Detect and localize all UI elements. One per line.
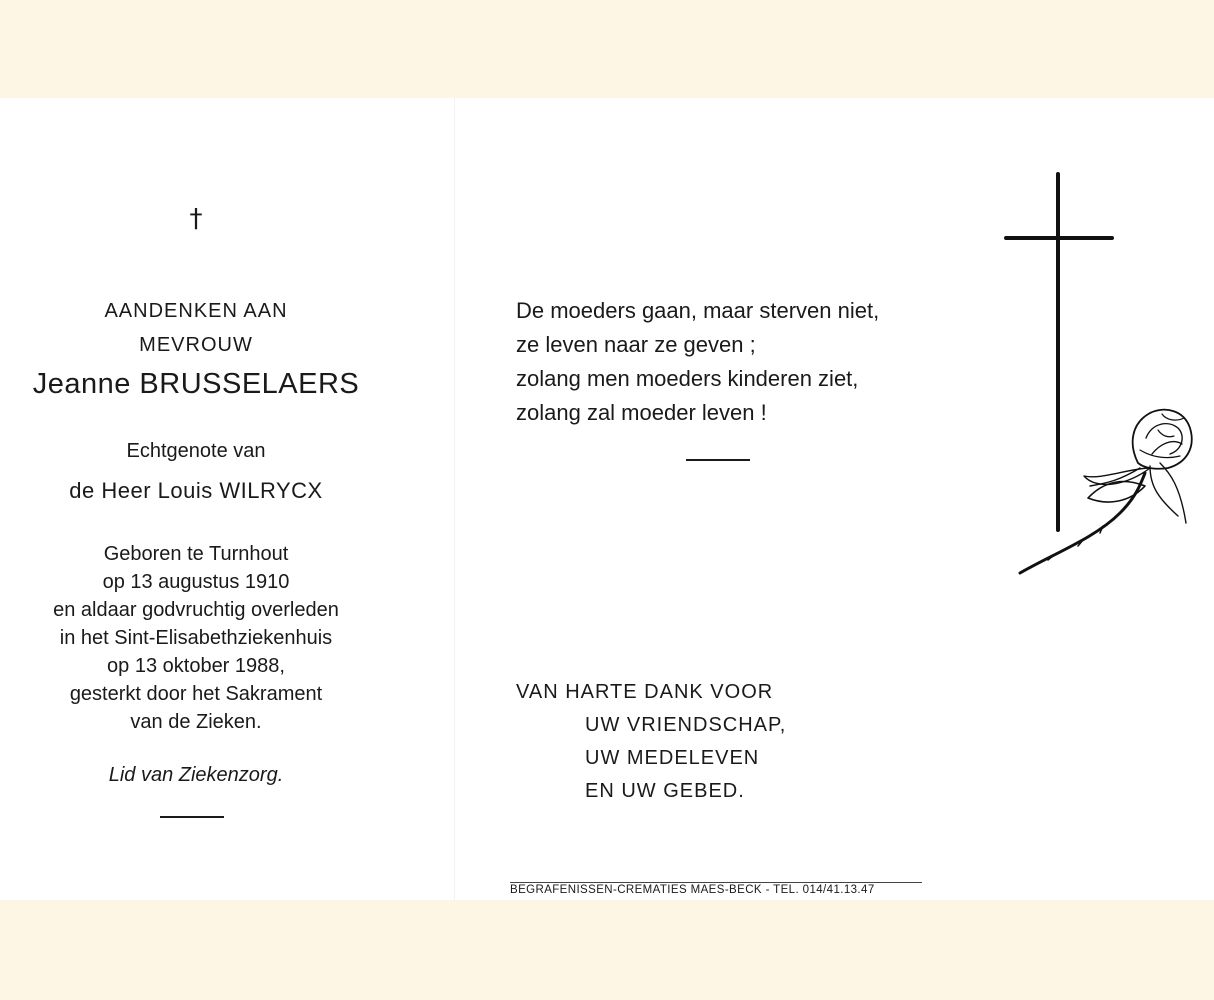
thanks-line: VAN HARTE DANK VOOR [516, 681, 774, 703]
card-fold [454, 98, 455, 900]
bio-line: in het Sint-Elisabethziekenhuis [59, 627, 333, 649]
bio-line: van de Zieken. [130, 711, 262, 733]
thanks-note [516, 676, 786, 808]
poem-line: De moeders gaan, maar sterven niet, [516, 298, 880, 323]
left-panel [0, 98, 392, 900]
funeral-home-footer: BEGRAFENISSEN-CREMATIES MAES-BECK - TEL. 014/41.13.47 [510, 884, 875, 896]
bio-line: gesterkt door het Sakrament [69, 683, 323, 705]
bio-line: Geboren te Turnhout [103, 543, 289, 565]
husband-name: de Heer Louis WILRYCX [69, 478, 323, 503]
poem-line: zolang men moeders kinderen ziet, [516, 366, 859, 391]
bio-line: op 13 oktober 1988, [107, 655, 285, 677]
cross-with-rose-icon [1000, 168, 1200, 588]
heading-line-1: AANDENKEN AAN [104, 300, 288, 322]
heading-line-2: MEVROUW [139, 334, 253, 356]
relation-label: Echtgenote van [126, 440, 266, 462]
poem-line: zolang zal moeder leven ! [516, 400, 767, 425]
poem-line: ze leven naar ze geven ; [516, 332, 756, 357]
thanks-line: UW VRIENDSCHAP, [585, 714, 787, 736]
left-divider [160, 816, 224, 818]
bio-line: en aldaar godvruchtig overleden [53, 599, 339, 621]
memorial-card [0, 98, 1214, 900]
poem [516, 294, 879, 430]
small-cross-icon: † [189, 204, 203, 234]
bio-line: op 13 augustus 1910 [102, 571, 290, 593]
membership-note: Lid van Ziekenzorg. [108, 764, 284, 786]
poem-divider [686, 459, 750, 461]
thanks-line: EN UW GEBED. [585, 780, 745, 802]
thanks-line: UW MEDELEVEN [585, 747, 760, 769]
biography [0, 540, 392, 736]
deceased-name: Jeanne BRUSSELAERS [32, 368, 360, 400]
footer-rule [510, 882, 922, 883]
